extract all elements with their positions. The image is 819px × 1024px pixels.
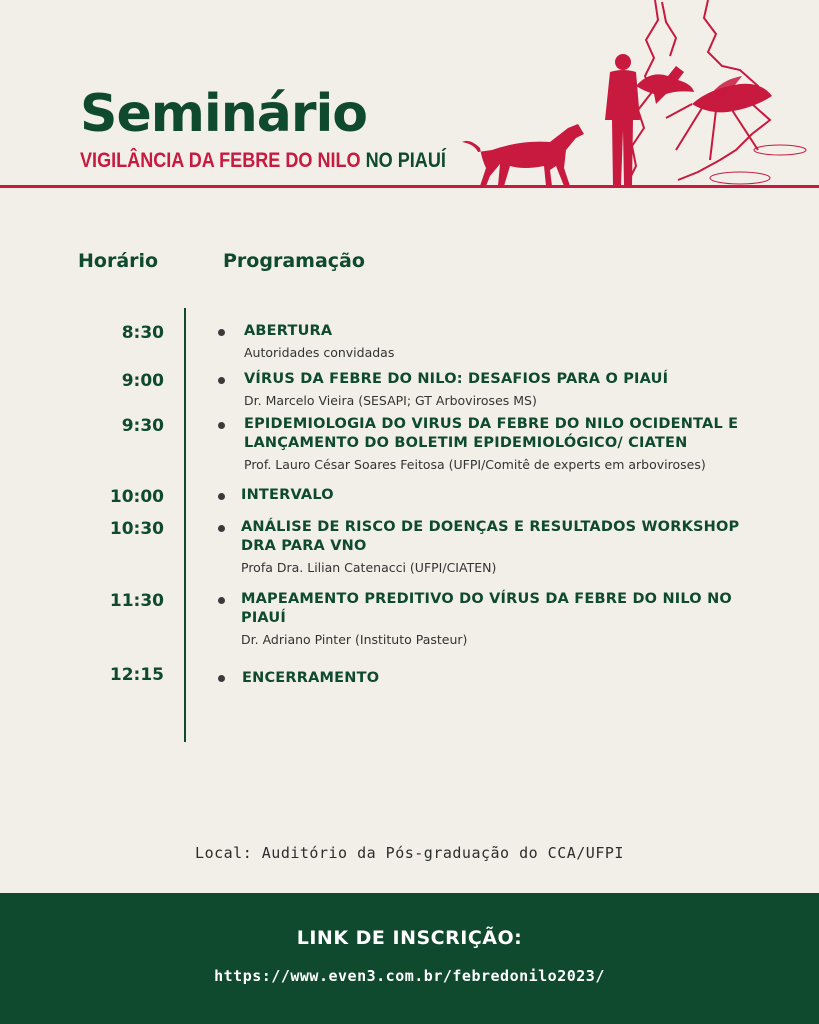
bullet-icon <box>218 422 225 429</box>
event-title: INTERVALO <box>241 487 334 503</box>
subtitle-location: NO PIAUÍ <box>365 149 446 172</box>
subtitle-highlight: VIGILÂNCIA DA FEBRE DO NILO <box>80 149 361 172</box>
mosquito-silhouette-icon <box>666 76 806 184</box>
schedule-time: 9:00 <box>121 371 164 391</box>
man-silhouette-icon <box>605 54 640 186</box>
header-illustration <box>440 0 819 195</box>
schedule-event <box>242 669 742 688</box>
page-title: Seminário <box>80 84 368 144</box>
page-subtitle <box>80 148 446 174</box>
event-title: MAPEAMENTO PREDITIVO DO VÍRUS DA FEBRE DO NILO NO PIAUÍ <box>241 591 732 626</box>
header-divider <box>0 185 819 188</box>
bullet-icon <box>218 597 225 604</box>
schedule-event <box>241 518 741 576</box>
schedule-event <box>241 590 741 648</box>
event-title: ABERTURA <box>244 323 333 339</box>
registration-heading: LINK DE INSCRIÇÃO: <box>296 927 523 949</box>
time-column-heading: Horário <box>78 250 159 272</box>
bullet-icon <box>218 377 225 384</box>
schedule-time: 12:15 <box>109 665 164 685</box>
schedule-time: 11:30 <box>109 591 164 611</box>
schedule-time: 9:30 <box>121 416 164 436</box>
event-title: EPIDEMIOLOGIA DO VIRUS DA FEBRE DO NILO OCIDENTAL E LANÇAMENTO DO BOLETIM EPIDEMIOLÓGICO/ CIATEN <box>244 416 739 451</box>
bullet-icon <box>218 525 225 532</box>
schedule-event <box>244 370 744 409</box>
schedule-event <box>244 415 744 473</box>
timeline-divider <box>184 308 186 742</box>
schedule-event <box>244 322 744 361</box>
bullet-icon <box>218 329 225 336</box>
event-title: ANÁLISE DE RISCO DE DOENÇAS E RESULTADOS WORKSHOP DRA PARA VNO <box>241 519 740 554</box>
bird-silhouette-icon <box>636 66 694 104</box>
event-speaker: Dr. Marcelo Vieira (SESAPI; GT Arboviroses MS) <box>244 393 537 408</box>
event-speaker: Autoridades convidadas <box>244 345 395 360</box>
event-speaker: Dr. Adriano Pinter (Instituto Pasteur) <box>241 632 468 647</box>
schedule-time: 10:30 <box>109 519 164 539</box>
registration-link[interactable]: https://www.even3.com.br/febredonilo2023/ <box>214 967 605 985</box>
bullet-icon <box>218 675 225 682</box>
program-column-heading: Programação <box>223 250 365 272</box>
horse-silhouette-icon <box>462 124 584 186</box>
footer-banner <box>0 893 819 1024</box>
event-title: ENCERRAMENTO <box>242 670 380 686</box>
event-title: VÍRUS DA FEBRE DO NILO: DESAFIOS PARA O PIAUÍ <box>244 371 669 387</box>
schedule-event <box>241 486 741 505</box>
event-speaker: Profa Dra. Lilian Catenacci (UFPI/CIATEN) <box>241 560 497 575</box>
event-speaker: Prof. Lauro César Soares Feitosa (UFPI/Comitê de experts em arboviroses) <box>244 457 706 472</box>
schedule-time: 8:30 <box>121 323 164 343</box>
event-location: Local: Auditório da Pós-graduação do CCA/UFPI <box>195 844 624 862</box>
bullet-icon <box>218 493 225 500</box>
schedule-time: 10:00 <box>109 487 164 507</box>
